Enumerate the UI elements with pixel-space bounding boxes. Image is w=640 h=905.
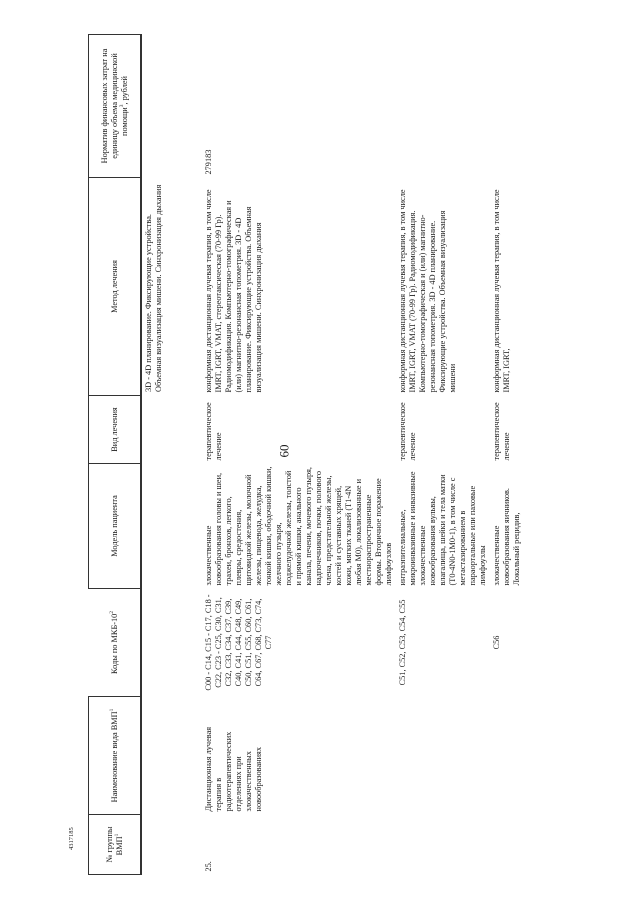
cell-vmp-name xyxy=(396,697,490,815)
cell-treatment-kind: терапевтическое лечение xyxy=(491,402,511,461)
cell-patient-model: злокачественные новообразования яичников. Локальный рецидив, xyxy=(491,488,521,586)
cell-icd-codes: C00 - C14, C15 - C17, C18 - C22, C23 - C25, C30, C31, C32, C33, C34, C37, C39, C40, C41, C44, C48, C49, C50, C51, C55, C60, C61, C64, C67, C68, C73, C74, C77 xyxy=(203,594,273,691)
cell-patient-model: злокачественные новообразования головы и шеи, трахеи, бронхов, легкого, плевры, средостения, щитовидной железы, молочной железы, пищевода, желудка, тонкой кишки, ободочной кишки, желчного пузыря, поджелудочной железы, толстой и прямой кишки, анального канала, печени, мочевого пузыря, надпочечников, почки, полового члена, предстательной железы, костей и суставных хрящей, кожи, мягких тканей (T1-4N любая M0), локализованные и местнораспространенные формы. Вторичное поражение лимфоузлов xyxy=(203,466,393,586)
table-row xyxy=(202,35,396,875)
table-row xyxy=(396,35,490,875)
cell-group-number xyxy=(396,815,490,875)
cell-empty xyxy=(142,589,202,697)
header-treatment-method: Метод лечения xyxy=(89,178,142,396)
continuation-row xyxy=(142,35,202,875)
vmp-table xyxy=(88,34,524,875)
cell-empty xyxy=(142,35,202,178)
cell-empty xyxy=(142,815,202,875)
header-treatment-kind: Вид лечения xyxy=(89,396,142,464)
header-icd-codes: Коды по МКБ-$10^2$ xyxy=(89,589,142,697)
cell-empty xyxy=(142,464,202,589)
cell-icd-codes: C56 xyxy=(491,635,501,650)
cell-patient-model: интраэпителиальные, микроинвазивные и инвазивные злокачественные новообразования вульвы, влагалища, шейки и тела матки (T0-4N0-1M0-1), в том числе с метастазированием в параортальные или паховые лимфоузлы xyxy=(397,471,487,586)
header-vmp-name: Наименование вида ВМП$^1$ xyxy=(89,697,142,815)
cell-treatment-method: конформная дистанционная лучевая терапия, в том числе IMRT, IGRT, VMAT, стереотаксическая (70-99 Гр). Радиомодификация. Компьютерно-томографическая и (или) магнитно-резонансная топометрия. 3D - 4D планирование. Фиксирующие устройства. Объемная визуализация мишени. Синхронизация дыхания xyxy=(204,189,263,393)
cell-financial-norm xyxy=(490,35,524,178)
cell-method-continuation: 3D - 4D планирование. Фиксирующие устройства. Объемная визуализация мишени. Синхронизация дыхания xyxy=(144,184,163,392)
cell-treatment-kind: терапевтическое лечение xyxy=(203,402,223,461)
document-code: 4317185 xyxy=(68,827,75,850)
cell-icd-codes: C51, C52, C53, C54, C55 xyxy=(397,599,407,686)
table-header-row xyxy=(89,35,142,875)
page-number: 60 xyxy=(276,444,292,458)
cell-treatment-method: конформная дистанционная лучевая терапия, в том числе IMRT, IGRT, VMAT (70-99 Гр). Радиомодификация. Компьютерно-томографическая и (или) магнитно-резонансная топометрия. 3D - 4D планирование. Фиксирующие устройства. Объемная визуализация мишени xyxy=(397,189,457,393)
cell-vmp-name: Дистанционная лучевая терапия в радиотерапевтических отделениях при злокачественных новообразованиях xyxy=(203,726,263,812)
table-row xyxy=(490,35,524,875)
cell-empty xyxy=(142,697,202,815)
header-financial-norm: Норматив финансовых затрат на единицу объема медицинской помощи$^3$, рублей xyxy=(89,35,142,178)
cell-empty xyxy=(142,396,202,464)
cell-financial-norm: 279183 xyxy=(203,149,213,175)
cell-group-number xyxy=(490,815,524,875)
cell-vmp-name xyxy=(490,697,524,815)
cell-treatment-method: конформная дистанционная лучевая терапия, в том числе IMRT, IGRT, xyxy=(491,189,511,393)
header-patient-model: Модель пациента xyxy=(89,464,142,589)
cell-treatment-kind: терапевтическое лечение xyxy=(397,402,417,461)
cell-financial-norm xyxy=(396,35,490,178)
header-group-number: № группы ВМП$^1$ xyxy=(89,815,142,875)
cell-group-number: 25. xyxy=(203,861,213,872)
rotated-table-container xyxy=(88,35,603,875)
